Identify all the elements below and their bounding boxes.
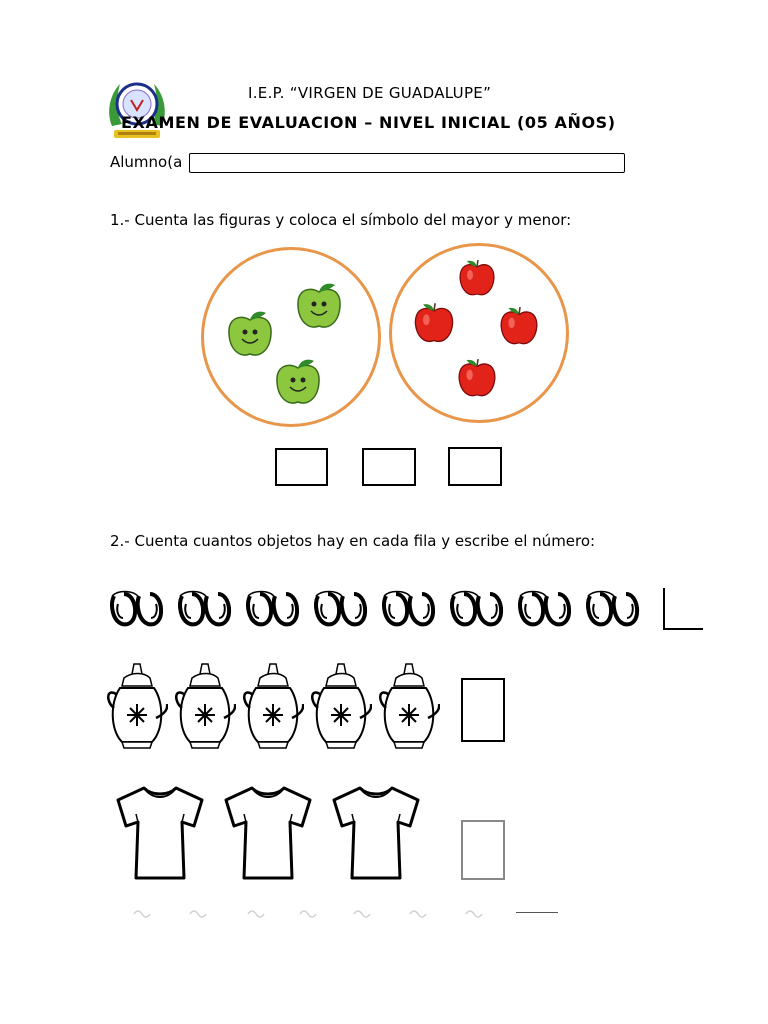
answer-box-symbol[interactable]	[362, 448, 416, 486]
tshirt-icon	[328, 782, 423, 882]
green-apple-icon	[274, 356, 322, 408]
student-name-label: Alumno(a	[110, 153, 183, 171]
cup-icon	[176, 590, 234, 630]
student-name-field[interactable]	[189, 153, 625, 173]
cup-icon	[108, 590, 166, 630]
tshirt-icon	[112, 782, 207, 882]
school-name: I.E.P. “VIRGEN DE GUADALUPE”	[248, 84, 492, 102]
faint-mark	[464, 903, 484, 915]
faint-mark	[188, 903, 208, 915]
answer-line[interactable]	[516, 912, 558, 913]
teapot-icon	[310, 658, 372, 754]
exam-title: EXAMEN DE EVALUACION – NIVEL INICIAL (05 AÑOS)	[121, 113, 616, 132]
red-apple-icon	[499, 303, 539, 349]
green-apple-icon	[295, 280, 343, 332]
faint-mark	[298, 903, 318, 915]
answer-box-right[interactable]	[448, 447, 502, 486]
faint-mark	[132, 903, 152, 915]
tshirt-icon	[220, 782, 315, 882]
teapots-count-box[interactable]	[461, 678, 505, 742]
teapot-icon	[378, 658, 440, 754]
cups-count-box[interactable]	[663, 588, 703, 630]
faint-mark	[352, 903, 372, 915]
teapot-icon	[106, 658, 168, 754]
cup-icon	[516, 590, 574, 630]
faint-mark	[408, 903, 428, 915]
red-apple-icon	[413, 300, 455, 346]
answer-box-left[interactable]	[275, 448, 328, 486]
tshirts-count-box[interactable]	[461, 820, 505, 880]
cup-icon	[312, 590, 370, 630]
cup-icon	[244, 590, 302, 630]
cup-icon	[448, 590, 506, 630]
green-apple-icon	[226, 308, 274, 360]
school-logo	[104, 76, 170, 142]
teapot-icon	[242, 658, 304, 754]
question-2-text: 2.- Cuenta cuantos objetos hay en cada fila y escribe el número:	[110, 532, 596, 550]
cup-icon	[380, 590, 438, 630]
teapot-icon	[174, 658, 236, 754]
cup-icon	[584, 590, 642, 630]
red-apple-icon	[458, 257, 496, 299]
red-apple-icon	[457, 355, 497, 401]
question-1-text: 1.- Cuenta las figuras y coloca el símbolo del mayor y menor:	[110, 211, 572, 229]
faint-mark	[246, 903, 266, 915]
